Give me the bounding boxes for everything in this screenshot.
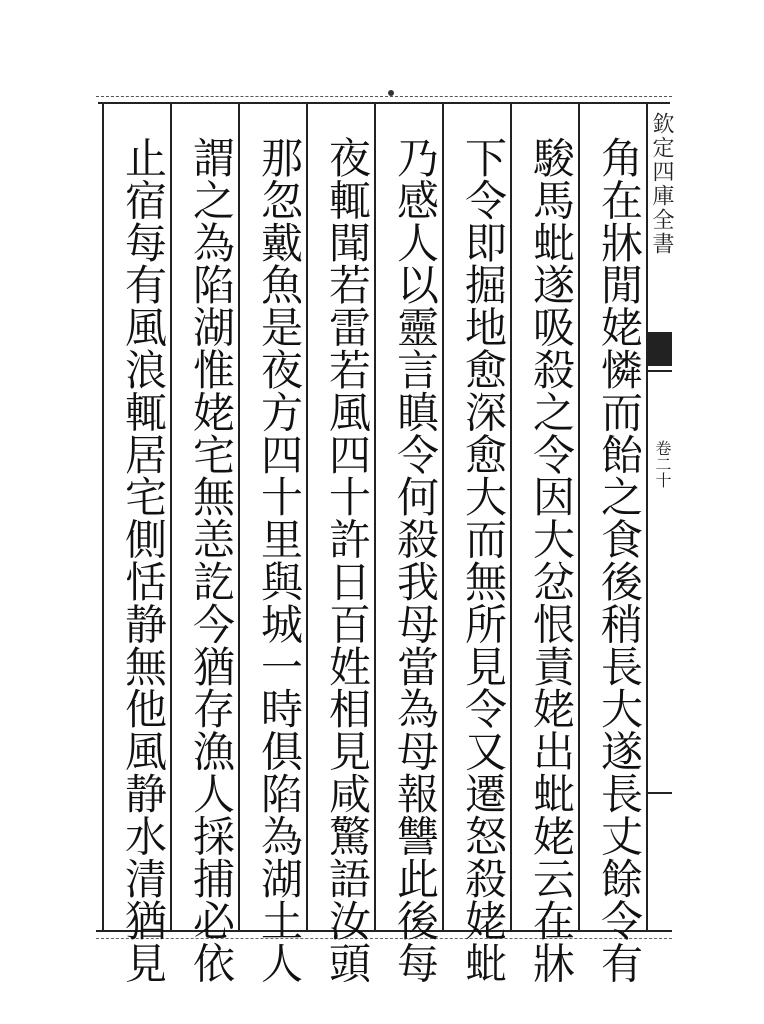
edge-rule: [646, 370, 672, 372]
book-title: 欽定四庫全書: [649, 112, 674, 256]
edge-rule: [646, 792, 672, 794]
top-border-outer: [96, 96, 672, 97]
column-rule: [442, 102, 444, 930]
text-column-6: 那忽戴魚是夜方四十里與城一時俱陷為湖土人: [255, 136, 304, 984]
column-rule: [578, 102, 580, 930]
text-column-5: 夜輒聞若雷若風四十許日百姓相見咸驚語汝頭: [323, 136, 372, 984]
top-border: [98, 102, 670, 104]
column-rule: [238, 102, 240, 930]
fish-tail-mark: [648, 332, 672, 366]
text-column-4: 乃感人以靈言瞋令何殺我母當為母報讐此後每: [391, 136, 440, 984]
column-rule: [510, 102, 512, 930]
volume-label: 卷二十: [653, 440, 672, 488]
text-column-2: 駿馬蚍遂吸殺之令因大忿恨責姥出蚍姥云在牀: [527, 136, 576, 984]
text-column-1: 角在牀閒姥憐而飴之食後稍長大遂長丈餘令有: [595, 136, 644, 984]
text-column-8: 止宿每有風浪輒居宅側恬静無他風静水清猶見: [119, 136, 168, 984]
column-rule: [102, 102, 104, 930]
column-rule: [306, 102, 308, 930]
text-column-3: 下令即掘地愈深愈大而無所見令又遷怒殺姥蚍: [459, 136, 508, 984]
text-column-7: 謂之為陷湖惟姥宅無恙訖今猶存漁人採捕必依: [187, 136, 236, 984]
column-rule: [170, 102, 172, 930]
column-rule: [374, 102, 376, 930]
